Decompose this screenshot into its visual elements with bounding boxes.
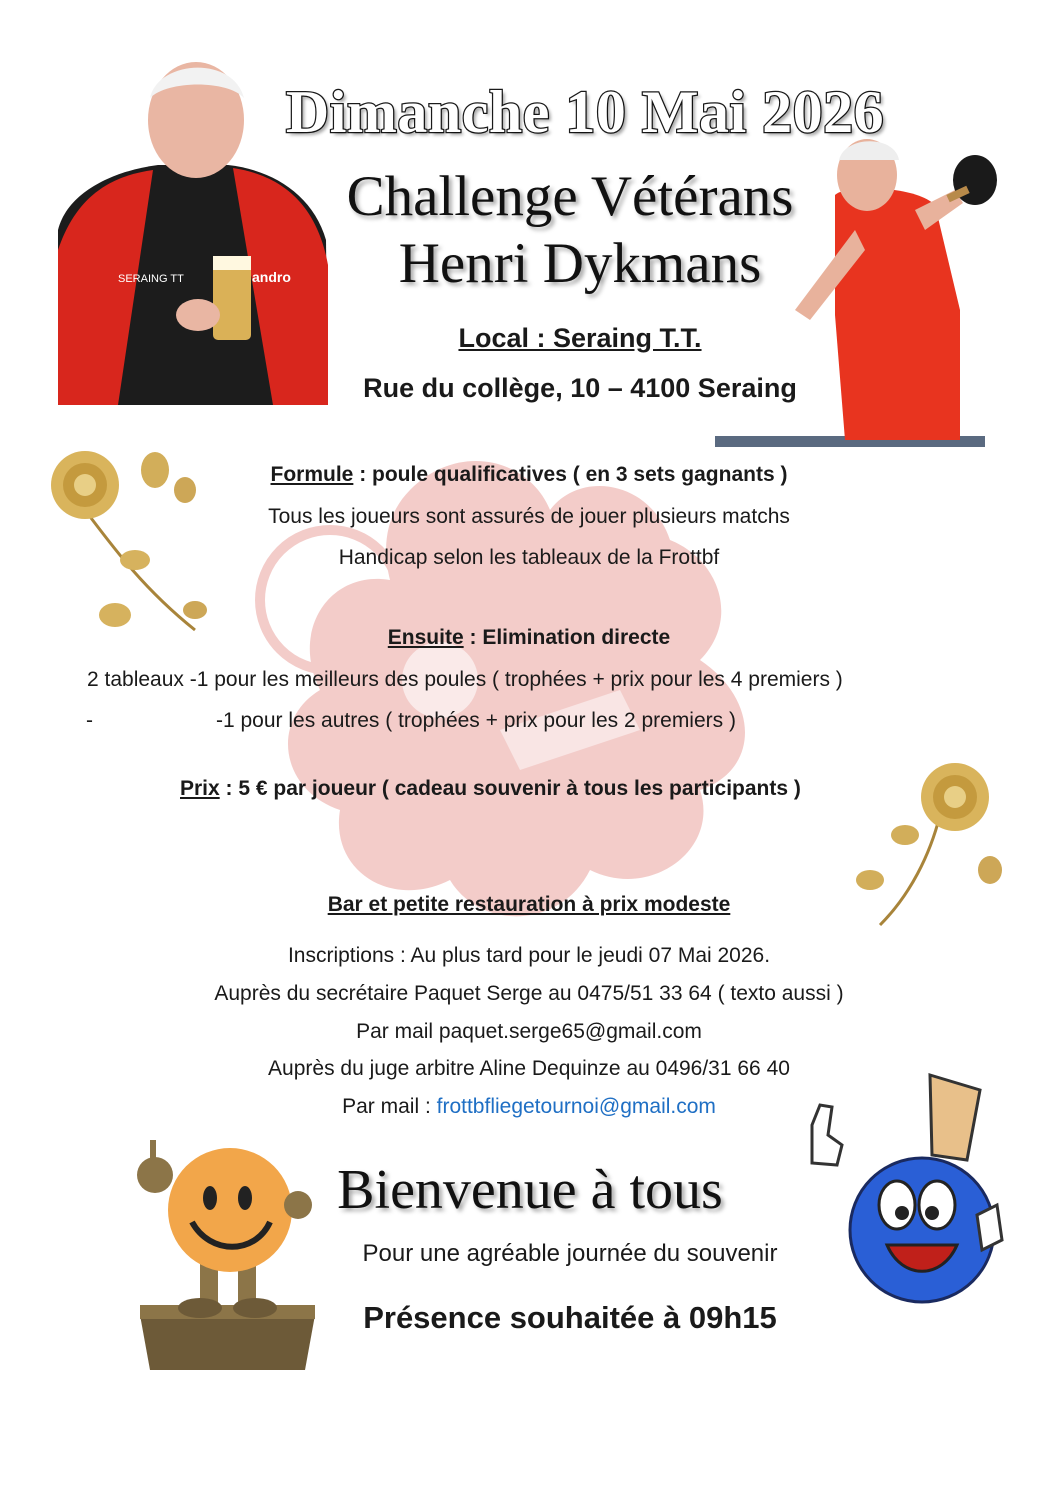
ensuite-label: Ensuite <box>387 626 464 649</box>
ensuite-detail-2: -1 pour les autres ( trophées + prix pour les 2 premiers ) <box>216 709 736 732</box>
venue-label: Local : Seraing T.T. <box>458 323 702 353</box>
presence-time: Présence souhaitée à 09h15 <box>363 1300 777 1335</box>
formule-line <box>0 463 1058 487</box>
prix-line <box>180 777 801 801</box>
email-prefix: Par mail : <box>342 1095 437 1118</box>
ensuite-detail-1: 2 tableaux -1 pour les meilleurs des poules ( trophées + prix pour les 4 premiers ) <box>87 668 843 691</box>
welcome-subtitle: Pour une agréable journée du souvenir <box>362 1240 778 1267</box>
ensuite-dash: - <box>86 709 93 732</box>
ensuite-line <box>0 626 1058 650</box>
inscriptions-deadline: Inscriptions : Au plus tard pour le jeudi 07 Mai 2026. <box>287 944 771 967</box>
event-subtitle: Henri Dykmans <box>398 232 762 295</box>
prix-text: : 5 € par joueur ( cadeau souvenir à tous les participants ) <box>219 777 801 800</box>
jersey-brand: andro <box>252 269 291 285</box>
email-link[interactable]: frottbfliegetournoi@gmail.com <box>436 1095 716 1118</box>
venue-address: Rue du collège, 10 – 4100 Seraing <box>363 373 797 403</box>
ensuite-text: : Elimination directe <box>463 626 671 649</box>
formule-detail-1: Tous les joueurs sont assurés de jouer plusieurs matchs <box>268 505 790 528</box>
bar-line: Bar et petite restauration à prix modeste <box>327 893 731 916</box>
inscriptions-email-2-line <box>0 1095 1058 1119</box>
formule-label: Formule <box>270 463 354 486</box>
inscriptions-referee: Auprès du juge arbitre Aline Dequinze au 0496/31 66 40 <box>268 1057 790 1080</box>
event-title: Challenge Vétérans <box>346 165 794 228</box>
inscriptions-email-1: Par mail paquet.serge65@gmail.com <box>356 1020 702 1043</box>
event-date: Dimanche 10 Mai 2026 <box>285 79 885 145</box>
inscriptions-secretary: Auprès du secrétaire Paquet Serge au 0475/51 33 64 ( texto aussi ) <box>214 982 844 1005</box>
formule-text: : poule qualificatives ( en 3 sets gagnants ) <box>353 463 788 486</box>
welcome-heading: Bienvenue à tous <box>337 1159 723 1221</box>
formule-detail-2: Handicap selon les tableaux de la Frottbf <box>338 546 720 569</box>
prix-label: Prix <box>180 777 220 800</box>
jersey-text: SERAING TT <box>118 273 184 285</box>
